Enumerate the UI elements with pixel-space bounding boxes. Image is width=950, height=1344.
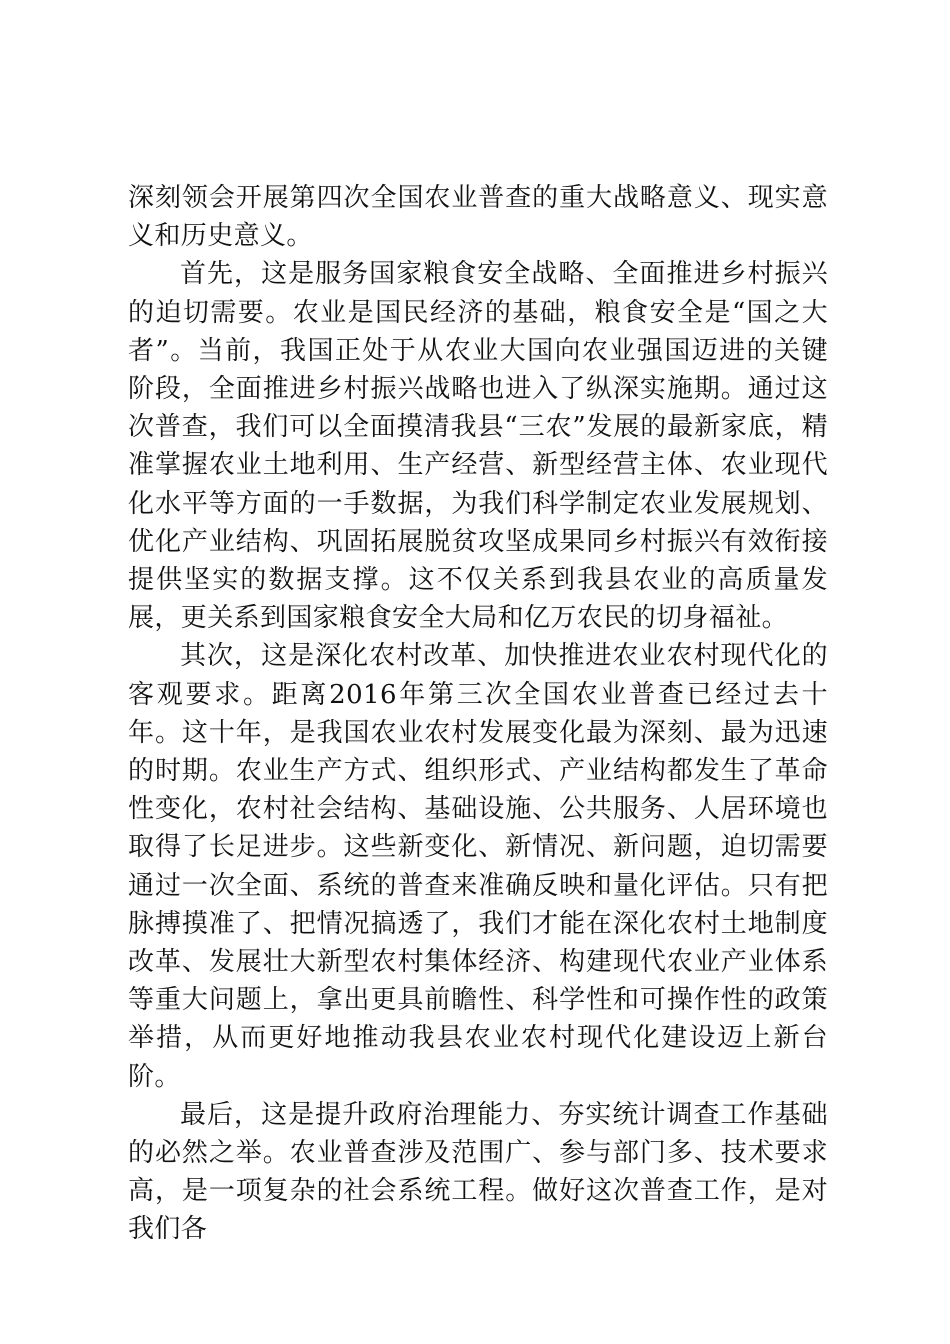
paragraph-second-point: 其次，这是深化农村改革、加快推进农业农村现代化的客观要求。距离2016年第三次全国农业普查已经过去十年。这十年，是我国农业农村发展变化最为深刻、最为迅速的时期。农业生产方式、组织形式、产业结构都发生了革命性变化，农村社会结构、基础设施、公共服务、人居环境也取得了长足进步。这些新变化、新情况、新问题，迫切需要通过一次全面、系统的普查来准确反映和量化评估。只有把脉搏摸准了、把情况搞透了，我们才能在深化农村土地制度改革、发展壮大新型农村集体经济、构建现代农业产业体系等重大问题上，拿出更具前瞻性、科学性和可操作性的政策举措，从而更好地推动我县农业农村现代化建设迈上新台阶。 xyxy=(128,641,828,1092)
paragraph-first-point: 首先，这是服务国家粮食安全战略、全面推进乡村振兴的迫切需要。农业是国民经济的基础，粮食安全是“国之大者”。当前，我国正处于从农业大国向农业强国迈进的关键阶段，全面推进乡村振兴战略也进入了纵深实施期。通过这次普查，我们可以全面摸清我县“三农”发展的最新家底，精准掌握农业土地利用、生产经营、新型经营主体、农业现代化水平等方面的一手数据，为我们科学制定农业发展规划、优化产业结构、巩固拓展脱贫攻坚成果同乡村振兴有效衔接提供坚实的数据支撑。这不仅关系到我县农业的高质量发展，更关系到国家粮食安全大局和亿万农民的切身福祉。 xyxy=(128,259,828,634)
paragraph-intro-continuation: 深刻领会开展第四次全国农业普查的重大战略意义、现实意义和历史意义。 xyxy=(128,183,828,252)
document-body xyxy=(128,179,828,1249)
paragraph-third-point: 最后，这是提升政府治理能力、夯实统计调查工作基础的必然之举。农业普查涉及范围广、参与部门多、技术要求高，是一项复杂的社会系统工程。做好这次普查工作，是对我们各 xyxy=(128,1099,828,1245)
